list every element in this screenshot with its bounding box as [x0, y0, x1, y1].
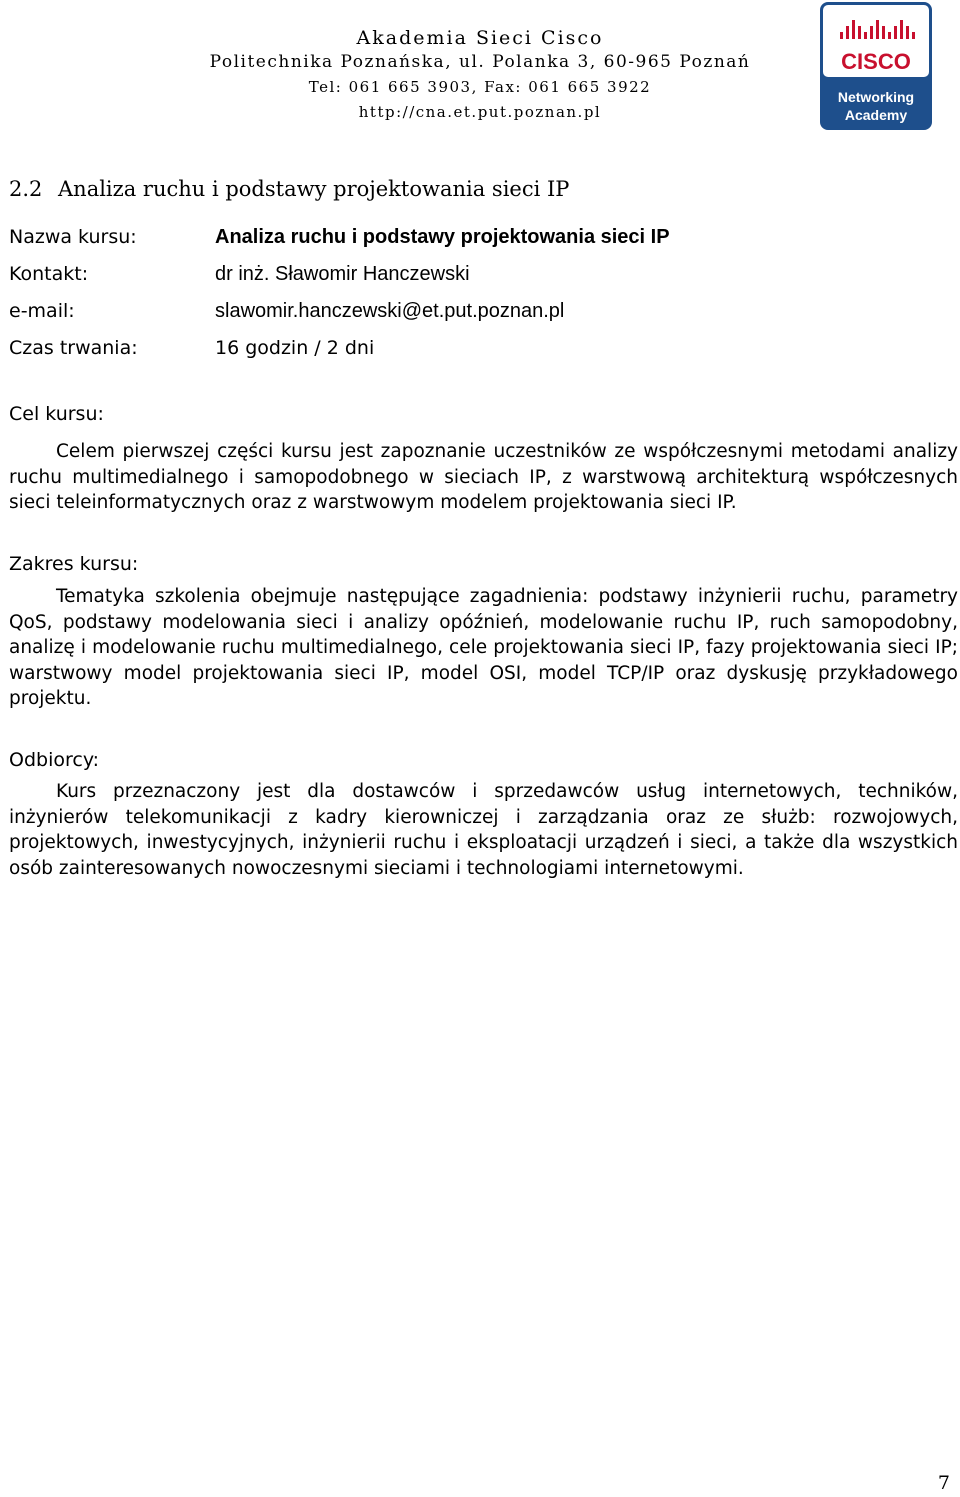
header-institution: Akademia Sieci Cisco: [356, 27, 604, 49]
email-value[interactable]: slawomir.hanczewski@et.put.poznan.pl: [215, 300, 565, 322]
odbiorcy-paragraph: Kurs przeznaczony jest dla dostawców i sprzedawców usług internetowych, techników, inżynierów telekomunikacji z kadry kierowniczej i zarządzania oraz ze służb: rozwojowych, projektowych, inwestycyjnych, inżynierii ruchu i eksploatacji urządzeń i sieci, a także dla wszystkich osób zainteresowanych nowoczesnymi sieciami i technologiami internetowymi.: [9, 781, 958, 879]
header-address: Politechnika Poznańska, ul. Polanka 3, 60-965 Poznań: [209, 52, 751, 72]
info-row-duration: [9, 337, 670, 374]
cisco-networking-academy-logo: [820, 2, 932, 130]
contact-value: dr inż. Sławomir Hanczewski: [215, 263, 470, 285]
logo-line2: Academy: [844, 107, 908, 123]
info-label: e-mail:: [9, 300, 75, 322]
page-number: 7: [937, 1472, 950, 1494]
info-label: Kontakt:: [9, 263, 89, 285]
info-row-contact: [9, 263, 670, 300]
info-row-name: [9, 226, 670, 263]
section-title-text: Analiza ruchu i podstawy projektowania sieci IP: [58, 177, 570, 201]
zakres-paragraph: Tematyka szkolenia obejmuje następujące zagadnienia: podstawy inżynierii ruchu, parametry QoS, podstawy modelowania sieci i analizy opóźnień, modelowanie ruchu IP, ruch samopodobny, analizę i modelowanie ruchu multimedialnego, cele projektowania sieci IP, fazy projektowania sieci IP; warstwowy model projektowania sieci IP, model OSI, model TCP/IP oraz dyskusję przykładowego projektu.: [9, 586, 958, 709]
duration-value: 16 godzin / 2 dni: [215, 337, 375, 359]
cel-paragraph: Celem pierwszej części kursu jest zapoznanie uczestników ze współczesnymi metodami analizy ruchu multimedialnego i samopodobnego w sieciach IP, z warstwową architekturą współczesnych sieci teleinformatycznych oraz z warstwowym modelem projektowania sieci IP.: [9, 441, 958, 513]
cel-label: Cel kursu:: [9, 403, 104, 425]
info-row-email: [9, 300, 670, 337]
odbiorcy-label: Odbiorcy:: [9, 749, 100, 771]
info-label: Nazwa kursu:: [9, 226, 137, 248]
header-phone: Tel: 061 665 3903, Fax: 061 665 3922: [308, 78, 652, 96]
info-label: Czas trwania:: [9, 337, 138, 359]
logo-line1: Networking: [837, 89, 915, 105]
section-number: 2.2: [9, 177, 43, 201]
course-name-value: Analiza ruchu i podstawy projektowania sieci IP: [215, 226, 670, 248]
logo-brand: CISCO: [841, 49, 911, 74]
letterhead: [180, 26, 780, 125]
section-heading: [9, 177, 569, 201]
course-info-table: [9, 226, 670, 374]
header-url: http://cna.et.put.poznan.pl: [358, 103, 602, 121]
zakres-label: Zakres kursu:: [9, 553, 139, 575]
